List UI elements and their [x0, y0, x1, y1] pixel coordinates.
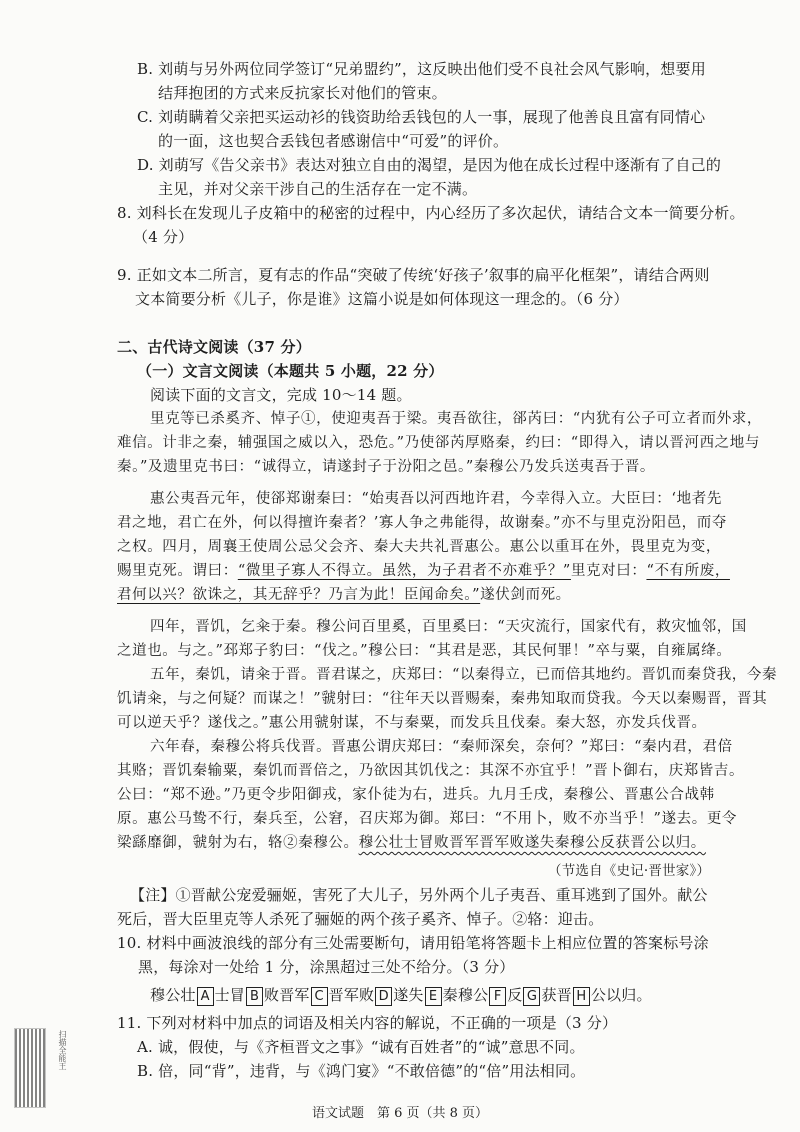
passage-p2-line2: 君之地，君亡在外，何以得擅许秦者？’寡人争之弗能得，故谢秦。”亦不与里克汾阳邑，而夺 — [117, 515, 727, 531]
passage-p2-line5 — [117, 584, 571, 606]
passage-p1-line2: 难信。计非之秦，辅强国之威以入，恐危。”乃使郤芮厚赂秦，约曰：“即得入，请以晋河西之地与 — [117, 435, 760, 451]
passage-p2-line3: 之权。四月，周襄王使周公忌父会齐、秦大夫共礼晋惠公。惠公以重耳在外，畏里克为变， — [117, 539, 721, 555]
question-11-option-b: B. 倍，同“背”，违背，与《鸿门宴》“不敢倍德”的“倍”用法相同。 — [137, 1062, 586, 1080]
option-d-line2: 主见，并对父亲干涉自己的生活存在一定不满。 — [158, 180, 478, 198]
passage-p3-line2: 之道也。与之。”邳郑子豹曰：“伐之。”穆公曰：“其君是恶，其民何罪！”卒与粟，自雍属绛。 — [117, 643, 732, 659]
question-11-stem: 11. 下列对材料中加点的词语及相关内容的解说，不正确的一项是（3 分） — [117, 1014, 618, 1032]
wavy-underlined-sentence: 穆公壮士冒败晋军晋军败遂失秦穆公反获晋公以归。 — [358, 835, 706, 851]
section-subtitle: （一）文言文阅读（本题共 5 小题，22 分） — [137, 362, 444, 380]
segment-text: 败晋军 — [264, 986, 310, 1004]
scanner-watermark: 扫描全能王 — [58, 1030, 67, 1070]
answer-box-f[interactable]: F — [489, 987, 506, 1006]
passage-p5-line1: 六年春，秦穆公将兵伐晋。晋惠公谓庆郑曰：“秦师深矣，奈何？”郑曰：“秦内君，君倍 — [150, 739, 733, 755]
passage-p4-line3: 可以逆天乎？遂伐之。”惠公用虢射谋，不与秦粟，而发兵且伐秦。秦大怒，亦发兵伐晋。 — [117, 715, 707, 731]
answer-box-e[interactable]: E — [425, 987, 442, 1006]
answer-box-a[interactable]: A — [197, 987, 214, 1006]
passage-p1-line1: 里克等已杀奚齐、悼子①，使迎夷吾于梁。夷吾欲往，郤芮曰：“内犹有公子可立者而外求， — [150, 411, 763, 427]
underlined-sentence-1: “微里子寡人不得立。虽然，为子君者不亦难乎？” — [237, 563, 571, 579]
question-8-line2: （4 分） — [133, 228, 194, 246]
section-title: 二、古代诗文阅读（37 分） — [117, 338, 311, 356]
segment-text: 获晋 — [541, 986, 572, 1004]
page-footer: 语文试题 第 6 页（共 8 页） — [311, 1106, 489, 1121]
segment-text: 遂失 — [393, 986, 424, 1004]
question-11-option-a: A. 诚，假使，与《齐桓晋文之事》“诚有百姓者”的“诚”意思不同。 — [137, 1038, 585, 1056]
question-10-segments — [150, 984, 652, 1006]
segment-text: 穆公壮 — [150, 986, 196, 1004]
passage-p2-line4 — [117, 560, 730, 582]
answer-box-b[interactable]: B — [246, 987, 263, 1006]
passage-source: （节选自《史记·晋世家》） — [548, 863, 711, 879]
question-10-line2: 黑，每涂对一处给 1 分，涂黑超过三处不给分。（3 分） — [138, 958, 515, 976]
segment-text: 士冒 — [214, 986, 246, 1004]
passage-p2-line4-mid: 里克对曰： — [570, 563, 647, 579]
passage-p2-line1: 惠公夷吾元年，使郤郑谢秦曰：“始夷吾以河西地许君，今幸得入立。大臣曰：‘地者先 — [150, 491, 722, 507]
segment-text: 晋军败 — [328, 986, 375, 1004]
answer-box-c[interactable]: C — [311, 987, 328, 1006]
passage-p4-line2: 饥请籴，与之何疑？而谋之！”虢射曰：“往年天以晋赐秦，秦弗知取而贷我。今天以秦赐晋，晋其 — [117, 691, 768, 707]
passage-p2-line4-head: 赐里克死。谓曰： — [117, 563, 238, 579]
question-10-line1: 10. 材料中画波浪线的部分有三处需要断句，请用铅笔将答题卡上相应位置的答案标号涂 — [117, 934, 709, 952]
underlined-sentence-2-start: “不有所废， — [646, 563, 730, 579]
passage-p5-line5 — [117, 832, 706, 854]
option-b-line2: 结拜抱团的方式来反抗家长对他们的管束。 — [158, 84, 447, 102]
passage-p5-line4: 原。惠公马鸷不行，秦兵至，公窘，召庆郑为御。郑曰：“不用卜，败不亦当乎！”遂去。更令 — [117, 811, 738, 827]
question-9-line2: 文本简要分析《儿子，你是谁》这篇小说是如何体现这一理念的。（6 分） — [135, 290, 629, 308]
section-instruction: 阅读下面的文言文，完成 10～14 题。 — [150, 386, 412, 404]
segment-text: 反 — [507, 986, 523, 1004]
underlined-sentence-2-end: 君何以兴？欲诛之，其无辞乎？乃言为此！臣闻命矣。” — [117, 587, 481, 603]
option-c-line2: 的一面，这也契合丢钱包者感谢信中“可爱”的评价。 — [158, 132, 509, 150]
segment-text: 公以归。 — [590, 986, 652, 1004]
answer-box-h[interactable]: H — [573, 987, 590, 1006]
option-c-line1: C. 刘萌瞒着父亲把买运动衫的钱资助给丢钱包的人一事，展现了他善良且富有同情心 — [137, 108, 706, 126]
answer-box-g[interactable]: G — [523, 987, 540, 1006]
qr-code-icon — [14, 1028, 46, 1108]
question-9-line1: 9. 正如文本二所言，夏有志的作品“突破了传统‘好孩子’叙事的扁平化框架”，请结合两则 — [117, 266, 710, 284]
passage-p3-line1: 四年，晋饥，乞籴于秦。穆公问百里奚，百里奚曰：“天灾流行，国家代有，救灾恤邻，国 — [150, 619, 747, 635]
passage-p5-line2: 其赂；晋饥秦输粟，秦饥而晋倍之，乃欲因其饥伐之：其深不亦宜乎！”晋卜御右，庆郑皆吉。 — [117, 763, 745, 779]
passage-p4-line1: 五年，秦饥，请籴于晋。晋君谋之，庆郑曰：“以秦得立，已而倍其地约。晋饥而秦贷我，今秦 — [150, 667, 778, 683]
passage-p5-line5-head: 梁繇靡御，虢射为右，辂②秦穆公。 — [117, 835, 359, 851]
passage-p1-line3: 秦。”及遗里克书曰：“诚得立，请遂封子于汾阳之邑。”秦穆公乃发兵送夷吾于晋。 — [117, 459, 656, 475]
answer-box-d[interactable]: D — [375, 987, 392, 1006]
segment-text: 秦穆公 — [442, 986, 489, 1004]
notes-line2: 死后，晋大臣里克等人杀死了骊姬的两个孩子奚齐、悼子。②辂：迎击。 — [117, 910, 604, 928]
passage-p2-line5-tail: 遂伏剑而死。 — [480, 587, 571, 603]
option-d-line1: D. 刘萌写《告父亲书》表达对独立自由的渴望，是因为他在成长过程中逐渐有了自己的 — [137, 156, 722, 174]
option-b-line1: B. 刘萌与另外两位同学签订“兄弟盟约”，这反映出他们受不良社会风气影响，想要用 — [137, 60, 706, 78]
question-8-line1: 8. 刘科长在发现儿子皮箱中的秘密的过程中，内心经历了多次起伏，请结合文本一简要分析。 — [117, 204, 745, 222]
passage-p5-line3: 公曰：“郑不逊。”乃更令步阳御戎，家仆徒为右，进兵。九月壬戌，秦穆公、晋惠公合战韩 — [117, 787, 715, 803]
notes-line1: 【注】①晋献公宠爱骊姬，害死了大儿子，另外两个儿子夷吾、重耳逃到了国外。献公 — [130, 886, 708, 904]
